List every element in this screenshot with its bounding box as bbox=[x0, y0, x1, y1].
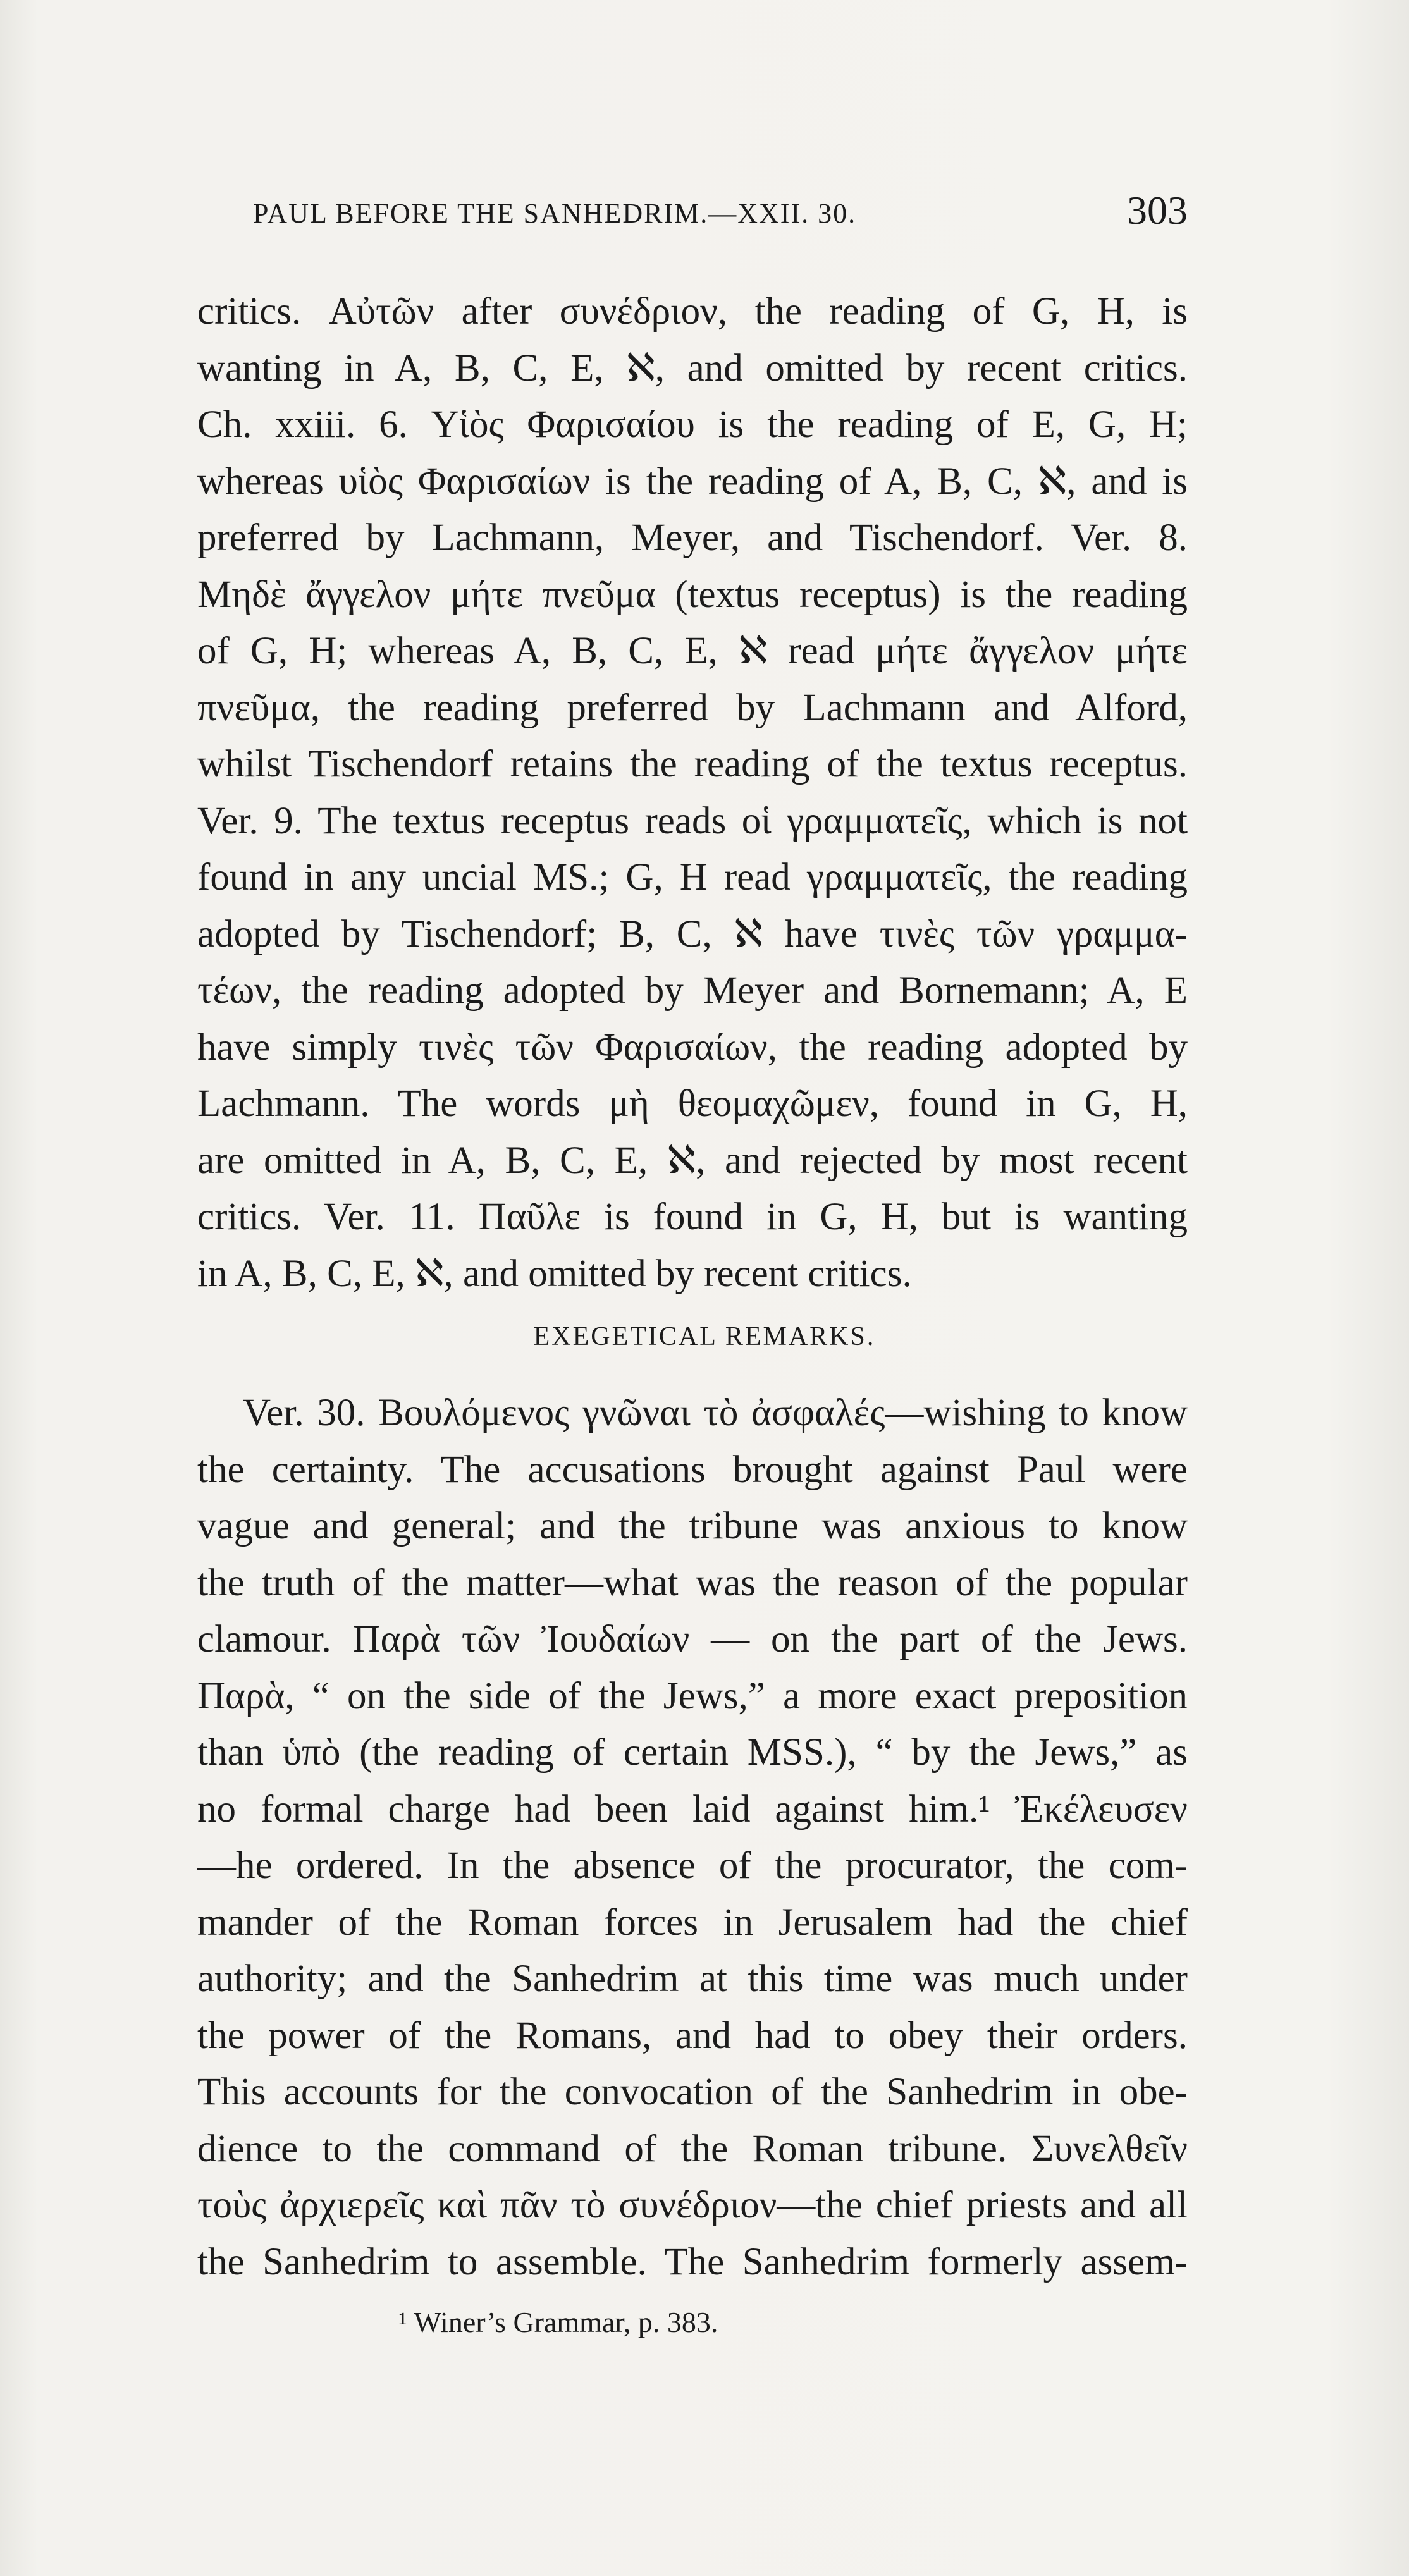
text-line: Ver. 30. Βουλόμενος γνῶναι τὸ ἀσφαλές—wishing to know bbox=[243, 1392, 1188, 1434]
text-line: —he ordered. In the absence of the procurator, the com- bbox=[197, 1844, 1188, 1887]
running-head: PAUL BEFORE THE SANHEDRIM.—XXII. 30. bbox=[253, 198, 857, 229]
text-line: clamour. Παρὰ τῶν Ἰουδαίων — on the part of the Jews. bbox=[197, 1618, 1188, 1660]
text-line: πνεῦμα, the reading preferred by Lachmann and Alford, bbox=[197, 686, 1188, 729]
text-line: are omitted in A, B, C, E, ℵ, and rejected by most recent bbox=[197, 1139, 1188, 1182]
text-line: whereas υἱὸς Φαρισαίων is the reading of A, B, C, ℵ, and is bbox=[197, 460, 1188, 503]
text-line: authority; and the Sanhedrim at this time was much under bbox=[197, 1958, 1188, 2000]
text-line: the certainty. The accusations brought against Paul were bbox=[197, 1448, 1188, 1491]
text-line: wanting in A, B, C, E, ℵ, and omitted by recent critics. bbox=[197, 347, 1188, 389]
text-line: the truth of the matter—what was the reason of the popular bbox=[197, 1561, 1188, 1604]
text-line: than ὑπὸ (the reading of certain MSS.), “ by the Jews,” as bbox=[197, 1731, 1188, 1774]
footnote: ¹ Winer’s Grammar, p. 383. bbox=[398, 2306, 718, 2338]
text-line: critics. Αὐτῶν after συνέδριον, the reading of G, H, is bbox=[197, 290, 1188, 333]
page-number: 303 bbox=[1127, 188, 1188, 233]
section-heading: EXEGETICAL REMARKS. bbox=[533, 1322, 876, 1351]
text-line: This accounts for the convocation of the Sanhedrim in obe- bbox=[197, 2071, 1188, 2113]
text-line: Παρὰ, “ on the side of the Jews,” a more exact preposition bbox=[197, 1674, 1188, 1717]
text-line: Μηδὲ ἄγγελον μήτε πνεῦμα (textus receptus) is the reading bbox=[197, 573, 1188, 616]
text-line: mander of the Roman forces in Jerusalem had the chief bbox=[197, 1901, 1188, 1944]
text-line: whilst Tischendorf retains the reading of the textus receptus. bbox=[197, 743, 1188, 785]
text-line: Lachmann. The words μὴ θεομαχῶμεν, found in G, H, bbox=[197, 1083, 1188, 1125]
exegetical-remarks-paragraph bbox=[197, 1385, 1188, 2290]
text-line: in A, B, C, E, ℵ, and omitted by recent critics. bbox=[197, 1252, 912, 1295]
text-line: critics. Ver. 11. Παῦλε is found in G, H, but is wanting bbox=[197, 1196, 1188, 1238]
text-line: no formal charge had been laid against him.¹ Ἐκέλευσεν bbox=[197, 1788, 1188, 1831]
text-line: the power of the Romans, and had to obey their orders. bbox=[197, 2014, 1188, 2057]
text-line: vague and general; and the tribune was anxious to know bbox=[197, 1505, 1188, 1547]
text-line: dience to the command of the Roman tribune. Συνελθεῖν bbox=[197, 2127, 1188, 2170]
text-line: found in any uncial MS.; G, H read γραμματεῖς, the reading bbox=[197, 856, 1188, 899]
text-line: preferred by Lachmann, Meyer, and Tischendorf. Ver. 8. bbox=[197, 517, 1188, 559]
text-line: the Sanhedrim to assemble. The Sanhedrim formerly assem- bbox=[197, 2240, 1188, 2283]
text-line: τοὺς ἀρχιερεῖς καὶ πᾶν τὸ συνέδριον—the chief priests and all bbox=[197, 2184, 1188, 2226]
text-line: of G, H; whereas A, B, C, E, ℵ read μήτε ἄγγελον μήτε bbox=[197, 630, 1188, 672]
text-line: τέων, the reading adopted by Meyer and Bornemann; A, E bbox=[197, 969, 1188, 1012]
text-line: Ch. xxiii. 6. Υἱὸς Φαρισαίου is the reading of E, G, H; bbox=[197, 403, 1188, 446]
page-header bbox=[253, 187, 1188, 238]
text-line: have simply τινὲς τῶν Φαρισαίων, the reading adopted by bbox=[197, 1026, 1188, 1069]
text-line: Ver. 9. The textus receptus reads οἱ γραμματεῖς, which is not bbox=[197, 799, 1188, 842]
text-line: adopted by Tischendorf; B, C, ℵ have τινὲς τῶν γραμμα- bbox=[197, 912, 1188, 955]
textual-notes-paragraph bbox=[197, 283, 1188, 1302]
